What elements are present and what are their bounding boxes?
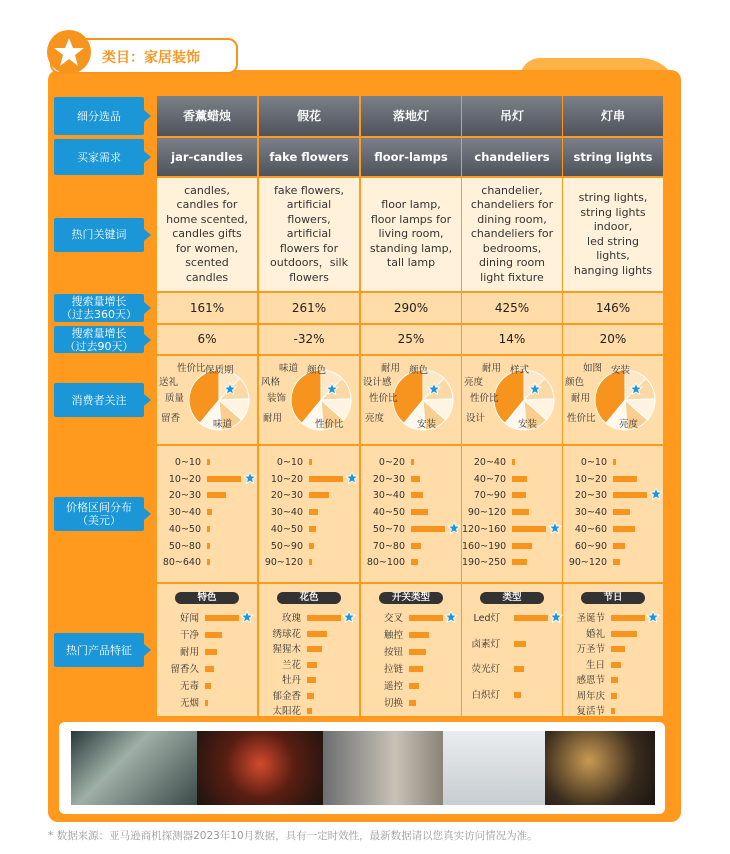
price-bar [512, 559, 527, 565]
pie-label: 性价比 [369, 393, 398, 404]
row-arrow-icon [144, 644, 151, 656]
feature-bar [409, 666, 423, 672]
consumer-pie-cell [462, 356, 562, 444]
photo-floor-lamp [323, 731, 443, 805]
growth-90: 14% [462, 325, 562, 354]
price-tick-label: 30~40 [168, 507, 201, 519]
price-bar [613, 492, 647, 498]
price-tick-label: 80~640 [162, 557, 201, 569]
row-arrow-icon [144, 394, 151, 406]
segment-name: 香薰蜡烛 [157, 96, 257, 136]
growth-360: 425% [462, 293, 562, 323]
price-tick-label: 40~50 [168, 523, 201, 535]
star-icon [444, 610, 458, 624]
segment-name: 假花 [259, 96, 359, 136]
star-icon [646, 610, 660, 624]
buyer-need: jar-candles [157, 138, 257, 176]
star-icon [447, 521, 461, 535]
feature-label: 生日 [585, 659, 605, 671]
feature-chart [361, 584, 461, 716]
price-bar [309, 459, 312, 465]
price-tick-label: 80~100 [366, 557, 405, 569]
feature-bar [307, 677, 316, 683]
feature-heading: 花色 [277, 592, 341, 604]
pie-label: 颜色 [307, 365, 327, 376]
feature-bar [205, 649, 217, 655]
star-icon [223, 382, 237, 396]
feature-label: 圣诞节 [576, 613, 605, 624]
row-label-buyer_need: 买家需求 [54, 139, 144, 175]
photo-candles [71, 731, 197, 805]
price-bar [411, 526, 445, 532]
buyer-need: floor-lamps [361, 138, 461, 176]
segment-name: 吊灯 [462, 96, 562, 136]
price-bar [207, 509, 212, 515]
row-label-features: 热门产品特征 [54, 633, 144, 667]
row-label-growth360: 搜索量增长 （过去360天） [54, 294, 144, 322]
star-icon [240, 610, 254, 624]
star-icon [629, 382, 643, 396]
price-tick-label: 20~30 [372, 473, 405, 485]
pie-label: 颜色 [565, 377, 585, 388]
star-icon [345, 471, 359, 485]
price-distribution-chart [361, 446, 461, 582]
growth-360: 261% [259, 293, 359, 323]
row-arrow-icon [144, 508, 151, 520]
feature-bar [611, 615, 645, 621]
price-bar [411, 543, 421, 549]
pie-label: 性价比 [177, 363, 206, 374]
feature-bar [205, 683, 211, 689]
feature-bar [514, 666, 524, 672]
pie-label: 亮度 [464, 377, 484, 388]
pie-label: 样式 [510, 365, 530, 376]
pie-label: 耐用 [381, 363, 401, 374]
feature-label: 卤素灯 [471, 638, 500, 650]
feature-label: Led灯 [473, 613, 500, 624]
photo-flowers [197, 731, 323, 805]
pie-label: 耐用 [263, 413, 283, 424]
price-tick-label: 90~120 [568, 557, 607, 569]
growth-90: -32% [259, 325, 359, 354]
price-bar [207, 476, 241, 482]
pie-label: 安装 [518, 419, 538, 430]
feature-chart [157, 584, 257, 716]
feature-label: 拉链 [383, 664, 403, 675]
price-tick-label: 10~20 [574, 473, 607, 485]
segment-name: 灯串 [563, 96, 663, 136]
growth-90: 6% [157, 325, 257, 354]
price-tick-label: 30~40 [372, 490, 405, 502]
price-tick-label: 30~40 [270, 507, 303, 519]
feature-label: 耐用 [179, 647, 199, 658]
price-tick-label: 0~10 [276, 457, 303, 468]
keyword-list: chandelier, chandeliers for dining room, chandeliers for bedrooms, dining room light fixture [462, 178, 562, 291]
pie-label: 味道 [279, 363, 299, 374]
feature-label: 好闻 [179, 613, 199, 624]
keyword-list: candles, candles for home scented, candles gifts for women, scented candles [157, 178, 257, 291]
growth-360: 146% [563, 293, 663, 323]
feature-label: 切换 [383, 698, 403, 709]
price-tick-label: 70~90 [473, 490, 506, 502]
pie-label: 亮度 [365, 413, 385, 424]
row-arrow-icon [144, 302, 151, 314]
buyer-need: string lights [563, 138, 663, 176]
feature-heading: 类型 [480, 592, 544, 604]
feature-bar [307, 708, 312, 714]
growth-90: 25% [361, 325, 461, 354]
feature-heading: 开关类型 [379, 592, 443, 604]
price-bar [411, 492, 423, 498]
price-distribution-chart [259, 446, 359, 582]
price-bar [207, 492, 226, 498]
pie-label: 送礼 [159, 377, 179, 388]
price-bar [512, 459, 515, 465]
pie-label: 安装 [611, 365, 631, 376]
pie-label: 耐用 [571, 393, 591, 404]
price-tick-label: 20~30 [270, 490, 303, 502]
price-bar [309, 509, 318, 515]
feature-bar [611, 677, 618, 683]
price-tick-label: 90~120 [264, 557, 303, 569]
price-bar [309, 476, 343, 482]
feature-bar [514, 692, 521, 698]
pie-label: 安装 [417, 419, 437, 430]
star-icon [549, 610, 563, 624]
pie-label: 性价比 [470, 393, 499, 404]
price-bar [309, 559, 312, 565]
feature-bar [307, 631, 327, 637]
feature-label: 交叉 [383, 613, 403, 624]
pie-label: 如图 [583, 363, 603, 374]
price-tick-label: 70~80 [372, 540, 405, 552]
feature-bar [514, 641, 526, 647]
pie-label: 味道 [213, 419, 233, 430]
star-icon [325, 382, 339, 396]
feature-label: 无毒 [179, 681, 199, 692]
footer-note: * 数据来源：亚马逊商机探测器2023年10月数据，具有一定时效性，最新数据请以您真实访问情况为准。 [48, 830, 538, 842]
growth-360: 290% [361, 293, 461, 323]
feature-bar [307, 615, 341, 621]
photo-strip [59, 722, 665, 814]
price-bar [207, 459, 210, 465]
price-tick-label: 40~50 [372, 507, 405, 519]
row-arrow-icon [144, 229, 151, 241]
feature-label: 牡丹 [281, 675, 301, 686]
row-label-keywords: 热门关键词 [54, 218, 144, 252]
feature-label: 触控 [383, 630, 403, 641]
category-label: 类目：家居装饰 [102, 50, 200, 66]
price-bar [309, 526, 316, 532]
consumer-pie-cell [361, 356, 461, 444]
price-bar [411, 509, 428, 515]
buyer-need: chandeliers [462, 138, 562, 176]
price-bar [613, 476, 637, 482]
photo-chandelier [443, 731, 545, 805]
feature-label: 按钮 [383, 647, 403, 658]
feature-bar [307, 662, 317, 668]
star-badge-icon [47, 30, 91, 74]
price-tick-label: 10~20 [270, 473, 303, 485]
feature-bar [409, 649, 426, 655]
feature-bar [611, 708, 615, 714]
feature-label: 感恩节 [576, 675, 605, 686]
feature-heading: 特色 [175, 592, 239, 604]
price-tick-label: 60~90 [574, 540, 607, 552]
row-label-growth90: 搜索量增长 （过去90天） [54, 326, 144, 353]
feature-label: 无烟 [179, 698, 199, 709]
price-tick-label: 90~120 [467, 507, 506, 519]
buyer-need: fake flowers [259, 138, 359, 176]
price-bar [512, 492, 526, 498]
price-bar [512, 476, 527, 482]
pie-label: 留香 [161, 413, 181, 424]
price-distribution-chart [462, 446, 562, 582]
feature-label: 白炽灯 [471, 689, 500, 701]
pie-label: 颜色 [409, 365, 429, 376]
price-tick-label: 120~160 [462, 523, 507, 535]
row-arrow-icon [144, 334, 151, 346]
star-icon [427, 382, 441, 396]
feature-bar [409, 615, 443, 621]
pie-label: 性价比 [567, 413, 596, 424]
photo-string-lights [545, 731, 655, 805]
feature-label: 玫瑰 [281, 613, 301, 624]
feature-label: 猩猩木 [272, 644, 301, 655]
price-bar [613, 543, 625, 549]
price-tick-label: 20~30 [168, 490, 201, 502]
feature-bar [307, 693, 314, 699]
pie-label: 设计 [466, 413, 486, 424]
feature-bar [307, 646, 322, 652]
feature-bar [611, 662, 621, 668]
consumer-pie-cell [157, 356, 257, 444]
feature-label: 留香久 [170, 664, 199, 675]
feature-label: 郁金香 [272, 690, 301, 702]
price-bar [309, 543, 314, 549]
pie-label: 风格 [261, 377, 281, 388]
segment-name: 落地灯 [361, 96, 461, 136]
star-icon [649, 487, 663, 501]
star-icon [548, 521, 562, 535]
price-tick-label: 40~60 [574, 523, 607, 535]
row-label-segment: 细分选品 [54, 97, 144, 135]
feature-bar [205, 666, 214, 672]
feature-bar [409, 632, 429, 638]
feature-label: 绣球花 [272, 628, 301, 640]
feature-bar [409, 683, 419, 689]
keyword-list: floor lamp, floor lamps for living room, standing lamp, tall lamp [361, 178, 461, 291]
price-bar [207, 559, 210, 565]
feature-bar [514, 615, 548, 621]
price-distribution-chart [563, 446, 663, 582]
feature-label: 荧光灯 [471, 664, 500, 675]
feature-chart [563, 584, 663, 716]
price-bar [411, 559, 418, 565]
row-arrow-icon [144, 110, 151, 122]
star-icon [243, 471, 257, 485]
price-tick-label: 10~20 [168, 473, 201, 485]
price-bar [512, 543, 532, 549]
feature-label: 复活节 [576, 706, 605, 717]
price-tick-label: 20~40 [473, 457, 506, 468]
pie-label: 耐用 [482, 363, 502, 374]
consumer-pie-cell [563, 356, 663, 444]
feature-label: 周年庆 [576, 690, 605, 702]
price-bar [411, 459, 414, 465]
feature-label: 婚礼 [585, 628, 605, 640]
price-bar [512, 509, 529, 515]
price-bar [309, 492, 329, 498]
feature-bar [611, 631, 637, 637]
price-tick-label: 160~190 [462, 540, 507, 552]
price-tick-label: 50~90 [270, 540, 303, 552]
price-bar [613, 509, 630, 515]
price-tick-label: 0~20 [378, 457, 405, 468]
feature-bar [611, 646, 625, 652]
price-tick-label: 20~30 [574, 490, 607, 502]
feature-label: 万圣节 [576, 644, 605, 655]
price-bar [512, 526, 546, 532]
price-tick-label: 190~250 [462, 557, 507, 569]
row-label-price: 价格区间分布 （美元） [54, 497, 144, 531]
price-bar [613, 459, 616, 465]
feature-bar [205, 615, 239, 621]
pie-label: 亮度 [619, 419, 639, 430]
consumer-pie-cell [259, 356, 359, 444]
keyword-list: fake flowers, artificial flowers, artificial flowers for outdoors，silk flowers [259, 178, 359, 291]
feature-bar [205, 700, 208, 706]
star-icon [342, 610, 356, 624]
row-label-consumer: 消费者关注 [54, 383, 144, 417]
feature-heading: 节日 [581, 592, 645, 604]
pie-label: 装饰 [267, 393, 287, 404]
feature-chart [462, 584, 562, 716]
feature-label: 遥控 [383, 681, 403, 692]
price-tick-label: 0~10 [174, 457, 201, 468]
pie-label: 设计感 [363, 377, 392, 388]
price-tick-label: 40~50 [270, 523, 303, 535]
price-tick-label: 50~80 [168, 540, 201, 552]
feature-label: 兰花 [281, 659, 301, 671]
price-bar [613, 526, 635, 532]
price-bar [613, 559, 620, 565]
price-tick-label: 0~10 [580, 457, 607, 468]
price-tick-label: 30~40 [574, 507, 607, 519]
price-bar [207, 526, 210, 532]
feature-bar [611, 693, 617, 699]
pie-label: 保质期 [205, 365, 234, 376]
star-icon [528, 382, 542, 396]
feature-bar [409, 700, 416, 706]
price-bar [207, 543, 210, 549]
keyword-list: string lights, string lights indoor, led string lights, hanging lights [563, 178, 663, 291]
price-tick-label: 50~70 [372, 523, 405, 535]
row-arrow-icon [144, 151, 151, 163]
growth-360: 161% [157, 293, 257, 323]
feature-label: 干净 [179, 630, 199, 641]
pie-label: 质量 [165, 393, 185, 404]
feature-label: 太阳花 [272, 706, 301, 717]
feature-bar [205, 632, 222, 638]
pie-label: 性价比 [315, 419, 344, 430]
price-distribution-chart [157, 446, 257, 582]
price-bar [411, 476, 420, 482]
price-tick-label: 40~70 [473, 473, 506, 485]
growth-90: 20% [563, 325, 663, 354]
feature-chart [259, 584, 359, 716]
